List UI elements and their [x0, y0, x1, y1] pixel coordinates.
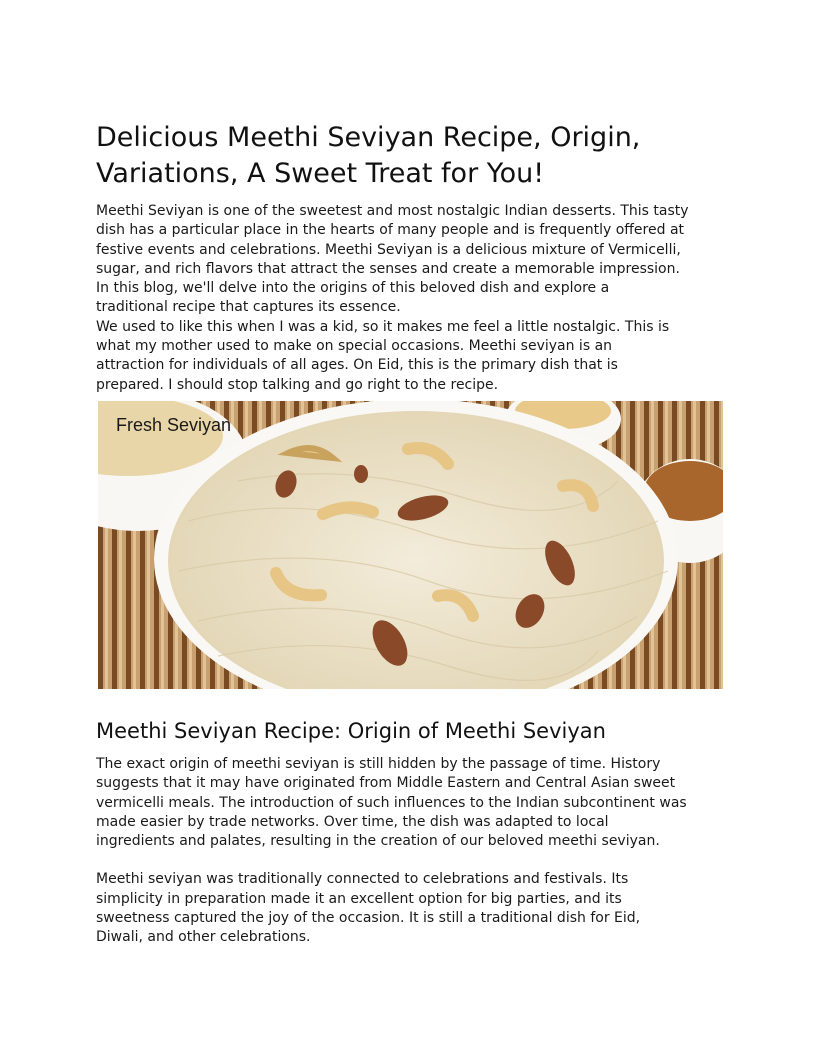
- document-page: [96, 120, 722, 948]
- intro-paragraph-1: Meethi Seviyan is one of the sweetest and most nostalgic Indian desserts. This tasty dish has a particular place in the hearts of many people and is frequently offered at festive events and celebrations. Meethi Seviyan is a delicious mixture of Vermicelli, sugar, and rich flavors that attract the senses and create a memorable impression. In this blog, we'll delve into the origins of this beloved dish and explore a traditional recipe that captures its essence.: [96, 203, 689, 316]
- section-heading: Meethi Seviyan Recipe: Origin of Meethi Seviyan: [96, 718, 606, 743]
- seviyan-photo: [98, 401, 723, 689]
- article-title: Delicious Meethi Seviyan Recipe, Origin, Variations, A Sweet Treat for You!: [96, 122, 641, 189]
- image-caption: Fresh Seviyan: [116, 414, 232, 435]
- paragraph-spacer: [96, 851, 722, 870]
- seviyan-photo-illustration: [98, 401, 723, 689]
- origin-paragraph-1: The exact origin of meethi seviyan is still hidden by the passage of time. History suggests that it may have originated from Middle Eastern and Central Asian sweet vermicelli meals. The introduction of such influences to the Indian subcontinent was made easier by trade networks. Over time, the dish was adapted to local ingredients and palates, resulting in the creation of our beloved meethi seviyan.: [96, 755, 687, 850]
- intro-paragraph-2: We used to like this when I was a kid, so it makes me feel a little nostalgic. This is what my mother used to make on special occasions. Meethi seviyan is an attraction for individuals of all ages. On Eid, this is the primary dish that is prepared. I should stop talking and go right to the recipe.: [96, 318, 670, 393]
- origin-paragraph-2: Meethi seviyan was traditionally connected to celebrations and festivals. Its simplicity in preparation made it an excellent option for big parties, and its sweetness captured the joy of the occasion. It is still a traditional dish for Eid, Diwali, and other celebrations.: [96, 871, 641, 946]
